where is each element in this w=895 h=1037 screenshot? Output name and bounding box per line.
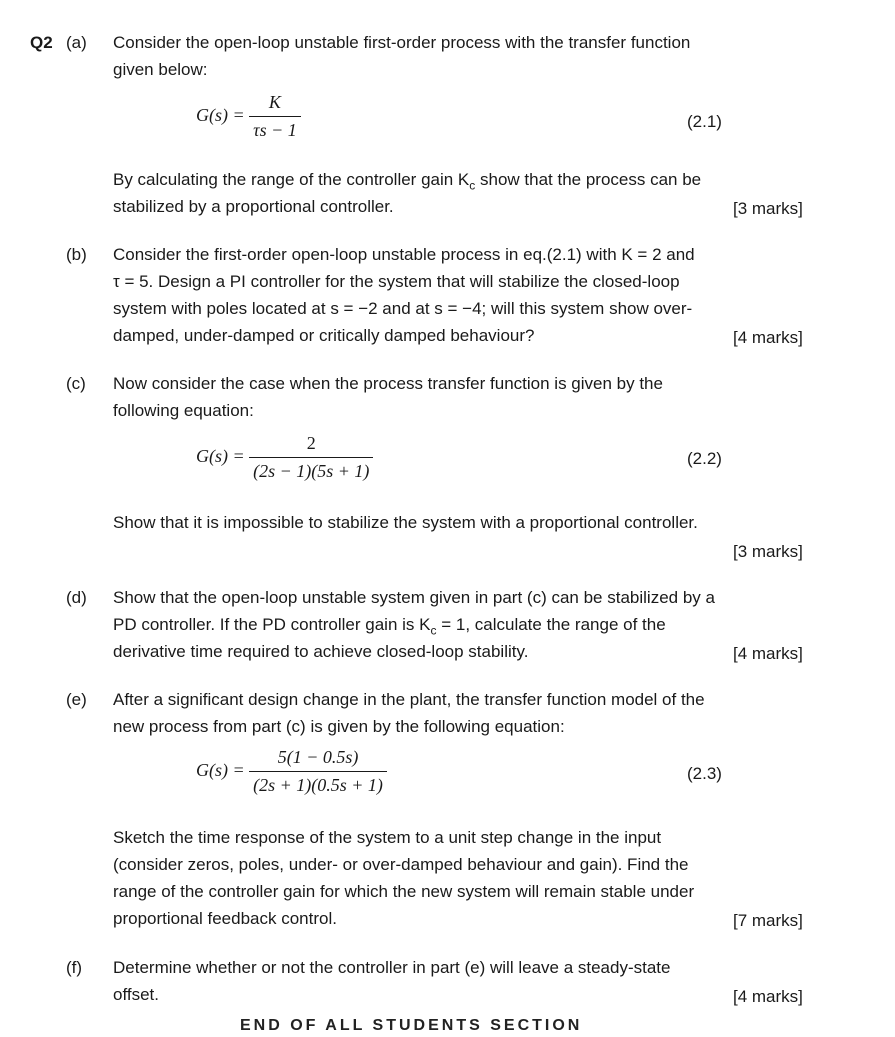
part-e-after-line-2: (consider zeros, poles, under- or over-damped behaviour and gain). Find the (113, 855, 689, 874)
part-b-line-3: system with poles located at s = −2 and at s = −4; will this system show over- (113, 299, 693, 318)
part-c-line-2: following equation: (113, 401, 254, 420)
part-f-marks: [4 marks] (733, 987, 803, 1006)
part-d-line-2 (113, 614, 666, 639)
part-a-marks: [3 marks] (733, 199, 803, 218)
equation-2-2-number: (2.2) (687, 449, 722, 468)
equation-2-1-denominator: τs − 1 (253, 120, 297, 141)
part-d-line-2-tail: = 1, calculate the range of the (436, 615, 666, 634)
part-e-label: (e) (66, 690, 87, 709)
part-d-marks: [4 marks] (733, 644, 803, 663)
part-c-after-line-1: Show that it is impossible to stabilize the system with a proportional controller. (113, 513, 698, 532)
equation-2-1-number: (2.1) (687, 112, 722, 131)
equation-2-1-fraction (249, 91, 301, 143)
footer-text: END OF ALL STUDENTS SECTION (240, 1017, 583, 1034)
equation-2-2-numerator: 2 (249, 432, 373, 458)
part-e-after-line-4: proportional feedback control. (113, 909, 337, 928)
equation-2-2-lhs: G(s) = (196, 446, 245, 467)
part-e-after-line-1: Sketch the time response of the system to a unit step change in the input (113, 828, 662, 847)
part-a-after-line-1 (113, 169, 701, 194)
part-e-after-line-3: range of the controller gain for which the new system will remain stable under (113, 882, 695, 901)
part-b-line-4: damped, under-damped or critically damped behaviour? (113, 326, 535, 345)
part-d-kc-text: PD controller. If the PD controller gain is K (113, 615, 431, 634)
part-b-line-2: τ = 5. Design a PI controller for the system that will stabilize the closed-loop (113, 272, 680, 291)
part-d-line-3: derivative time required to achieve closed-loop stability. (113, 642, 529, 661)
part-a-kc-text: By calculating the range of the controller gain K (113, 170, 470, 189)
part-f-line-2: offset. (113, 985, 159, 1004)
part-b-label: (b) (66, 245, 87, 264)
part-c-label: (c) (66, 374, 86, 393)
part-e-marks: [7 marks] (733, 911, 803, 930)
equation-2-1 (196, 91, 301, 143)
part-c-line-1: Now consider the case when the process transfer function is given by the (113, 374, 663, 393)
part-a-after-line-2: stabilized by a proportional controller. (113, 197, 394, 216)
equation-2-1-numerator: K (249, 91, 301, 117)
part-e-line-2: new process from part (c) is given by the following equation: (113, 717, 565, 736)
part-d-line-1: Show that the open-loop unstable system given in part (c) can be stabilized by a (113, 588, 715, 607)
part-a-label: (a) (66, 33, 87, 52)
part-c-marks: [3 marks] (733, 542, 803, 561)
part-f-line-1: Determine whether or not the controller in part (e) will leave a steady-state (113, 958, 671, 977)
part-a-line-1: Consider the open-loop unstable first-order process with the transfer function (113, 33, 691, 52)
equation-2-2-denominator: (2s − 1)(5s + 1) (253, 461, 370, 482)
part-b-line-1: Consider the first-order open-loop unstable process in eq.(2.1) with K = 2 and (113, 245, 695, 264)
part-e-line-1: After a significant design change in the plant, the transfer function model of the (113, 690, 705, 709)
equation-2-3-denominator: (2s + 1)(0.5s + 1) (253, 775, 383, 796)
equation-2-3-lhs: G(s) = (196, 760, 245, 781)
equation-2-3-fraction (249, 746, 387, 798)
question-number: Q2 (30, 33, 53, 52)
kc-subscript-d: c (430, 623, 437, 638)
part-a-after-line-1-tail: show that the process can be (475, 170, 702, 189)
equation-2-3-number: (2.3) (687, 764, 722, 783)
kc-subscript: c (469, 178, 476, 193)
equation-2-2-fraction (249, 432, 373, 484)
equation-2-2 (196, 432, 373, 484)
equation-2-3 (196, 746, 387, 798)
equation-2-3-numerator: 5(1 − 0.5s) (249, 746, 387, 772)
part-a-line-2: given below: (113, 60, 208, 79)
part-d-label: (d) (66, 588, 87, 607)
part-b-marks: [4 marks] (733, 328, 803, 347)
equation-2-1-lhs: G(s) = (196, 105, 245, 126)
part-f-label: (f) (66, 958, 83, 977)
